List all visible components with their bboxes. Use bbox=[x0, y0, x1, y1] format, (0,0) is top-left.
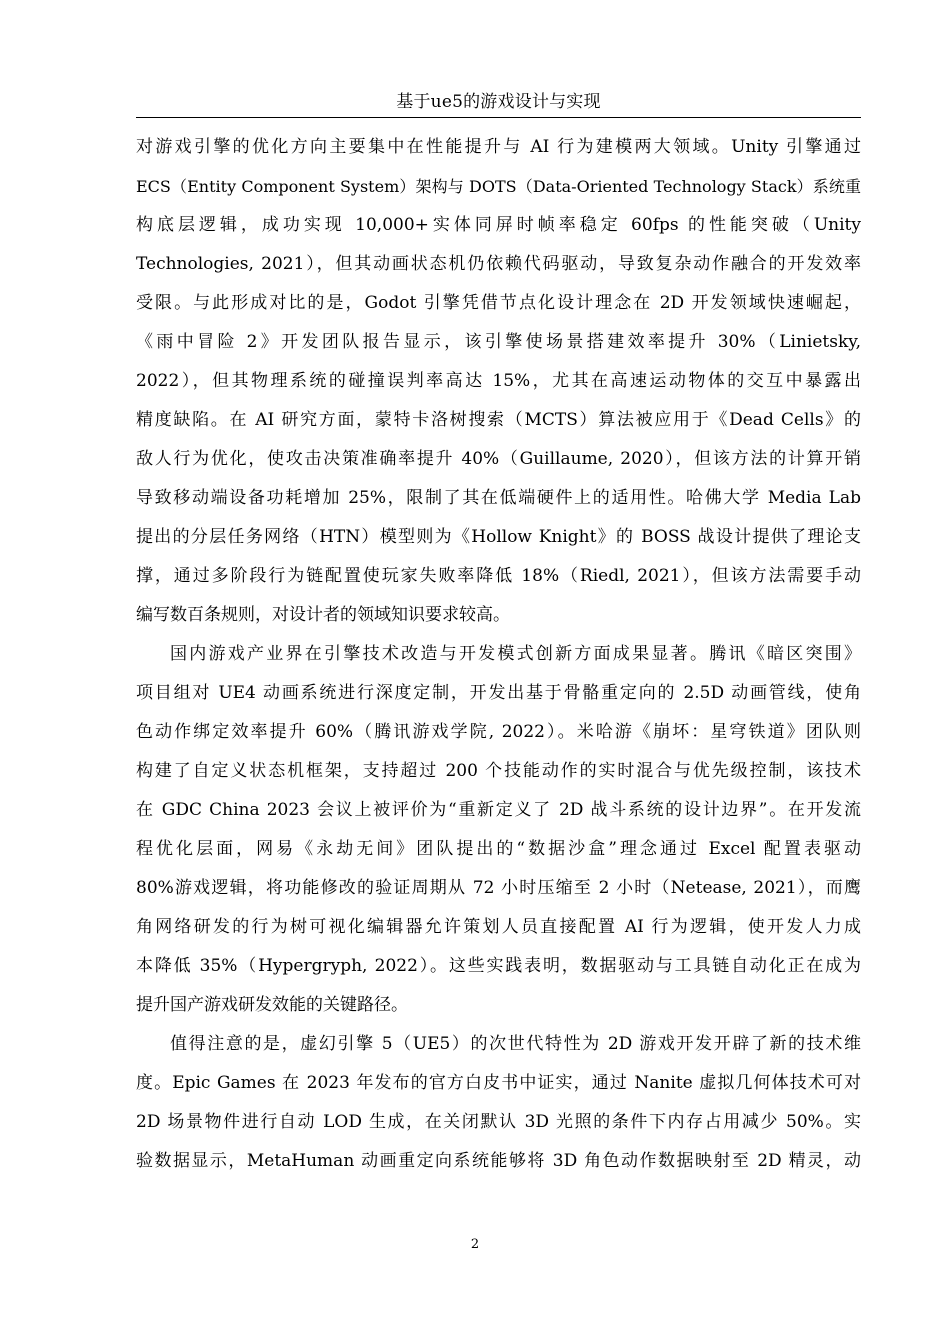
running-header: 基于ue5的游戏设计与实现 bbox=[396, 92, 601, 112]
body-text bbox=[136, 128, 861, 1181]
text-line: 提出的分层任务网络（HTN）模型则为《Hollow Knight》的 BOSS 战设计提供了理论支 bbox=[136, 527, 861, 547]
text-line: 编写数百条规则，对设计者的领域知识要求较高。 bbox=[136, 605, 510, 625]
text-line: 验数据显示，MetaHuman 动画重定向系统能够将 3D 角色动作数据映射至 2D 精灵，动 bbox=[136, 1151, 861, 1171]
text-line: 导致移动端设备功耗增加 25%，限制了其在低端硬件上的适用性。哈佛大学 Media Lab bbox=[136, 488, 861, 508]
text-line: 《雨中冒险 2》开发团队报告显示，该引擎使场景搭建效率提升 30%（Linietsky, bbox=[136, 332, 861, 352]
text-line: 提升国产游戏研发效能的关键路径。 bbox=[136, 995, 408, 1015]
text-line: 2D 场景物件进行自动 LOD 生成，在关闭默认 3D 光照的条件下内存占用减少 50%。实 bbox=[136, 1112, 861, 1132]
text-line: 本降低 35%（Hypergryph, 2022）。这些实践表明，数据驱动与工具链自动化正在成为 bbox=[136, 956, 861, 976]
text-line: 值得注意的是，虚幻引擎 5（UE5）的次世代特性为 2D 游戏开发开辟了新的技术维 bbox=[170, 1034, 861, 1054]
text-line: 2022），但其物理系统的碰撞误判率高达 15%，尤其在高速运动物体的交互中暴露出 bbox=[136, 371, 861, 391]
text-line: 色动作绑定效率提升 60%（腾讯游戏学院, 2022）。米哈游《崩坏：星穹铁道》团队则 bbox=[136, 722, 861, 742]
text-line: 度。Epic Games 在 2023 年发布的官方白皮书中证实，通过 Nanite 虚拟几何体技术可对 bbox=[136, 1073, 861, 1093]
text-line: 角网络研发的行为树可视化编辑器允许策划人员直接配置 AI 行为逻辑，使开发人力成 bbox=[136, 917, 861, 937]
page-number: 2 bbox=[470, 1237, 480, 1252]
text-line: 构底层逻辑，成功实现 10,000+实体同屏时帧率稳定 60fps 的性能突破（Unity bbox=[136, 215, 861, 235]
text-line: 在 GDC China 2023 会议上被评价为“重新定义了 2D 战斗系统的设计边界”。在开发流 bbox=[136, 800, 861, 820]
header-rule bbox=[136, 117, 861, 118]
text-line: 国内游戏产业界在引擎技术改造与开发模式创新方面成果显著。腾讯《暗区突围》 bbox=[170, 644, 861, 664]
text-line: 受限。与此形成对比的是，Godot 引擎凭借节点化设计理念在 2D 开发领域快速崛起， bbox=[136, 293, 861, 313]
text-line: 80%游戏逻辑，将功能修改的验证周期从 72 小时压缩至 2 小时（Netease, 2021），而鹰 bbox=[136, 878, 861, 898]
text-line: 构建了自定义状态机框架，支持超过 200 个技能动作的实时混合与优先级控制，该技术 bbox=[136, 761, 861, 781]
text-line: 敌人行为优化，使攻击决策准确率提升 40%（Guillaume, 2020），但该方法的计算开销 bbox=[136, 449, 861, 469]
text-line: 程优化层面，网易《永劫无间》团队提出的“数据沙盒”理念通过 Excel 配置表驱动 bbox=[136, 839, 861, 859]
text-line: 撑，通过多阶段行为链配置使玩家失败率降低 18%（Riedl, 2021），但该方法需要手动 bbox=[136, 566, 861, 586]
text-line: 精度缺陷。在 AI 研究方面，蒙特卡洛树搜索（MCTS）算法被应用于《Dead Cells》的 bbox=[136, 410, 861, 430]
text-line: Technologies, 2021），但其动画状态机仍依赖代码驱动，导致复杂动作融合的开发效率 bbox=[136, 254, 861, 274]
text-line: 对游戏引擎的优化方向主要集中在性能提升与 AI 行为建模两大领域。Unity 引擎通过 bbox=[136, 137, 861, 157]
text-line: 项目组对 UE4 动画系统进行深度定制，开发出基于骨骼重定向的 2.5D 动画管线，使角 bbox=[136, 683, 861, 703]
text-line: ECS（Entity Component System）架构与 DOTS（Data-Oriented Technology Stack）系统重 bbox=[136, 177, 861, 196]
